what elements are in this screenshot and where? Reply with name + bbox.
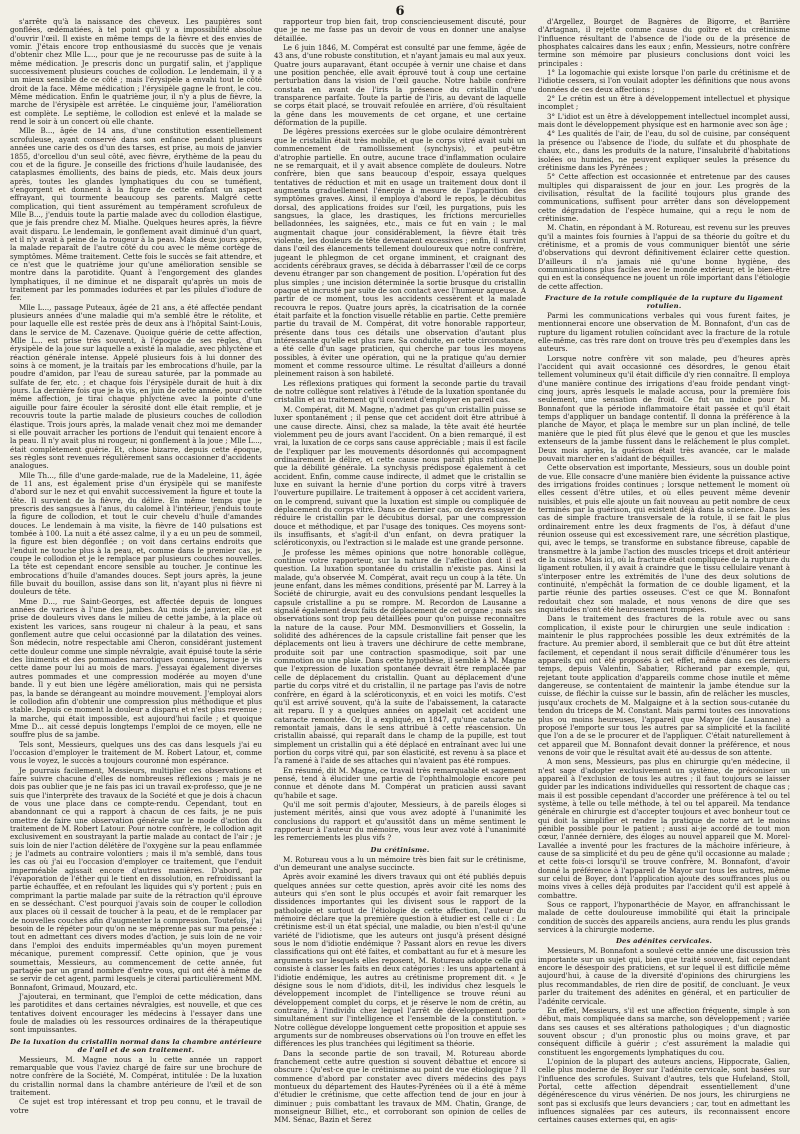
text-columns <box>10 18 790 1126</box>
paragraph: Je professe les mêmes opinions que notre honorable collègue, continue votre rapporteur, sur la nature de l'affection dont il est question. La luxation spontanée du cristallin n'existe pas. Ainsi la malade, qu'a observée M. Compérat, avait reçu un coup à la tête. Un jeune enfant, dans les mêmes conditions, présenté par M. Larrey à la Société de chirurgie, avait eu des convulsions pendant lesquelles la capsule cristalline a pu se rompre. M. Recordon de Lausanne a signalé également deux faits de déplacement de cet organe ; mais ses observations sont trop peu détaillées pour qu'on puisse reconnaître la nature de la cause. Pour MM. Desmonvilliers et Gosselin, la solidité des adhérences de la capsule cristalline fait penser que les déplacements ont lieu à travers une déchirure de cette membrane, produite soit par une contraction spasmodique, soit par une commotion ou une plaie. Dans cette hypothèse, il semble à M. Magne que l'expression de luxation spontanée devrait être remplacée par celle de déplacement du cristallin. Quant au déplacement d'une partie du corps vitré et du cristallin, il ne partage pas l'avis de notre confrère, en égard à la scléroticonyxis, et en voici les motifs. C'est qu'il est arrivé souvent, qu'à la suite de l'abaissement, la cataracte ait reparu. Il y a quelques années on appelait cet accident une cataracte remontée. Or, il a expliqué, en 1847, qu'une cataracte ne remontait jamais, dans le sens attribué à cette réascension. Un cristallin abaissé, qui reparaît dans le champ de la pupille, est tout simplement un cristallin qui a été déplacé en entraînant avec lui une portion du corps vitré qui, par son élasticité, est revenu à sa place et l'a ramené à l'aide de ses attaches qui n'avaient pas été rompues. <box>274 547 526 766</box>
paragraph: Mme D..., rue Saint-Georges, est affectée depuis de longues années de varices à l'une des jambes. Au mois de janvier, elle est prise de douleurs vives dans le milieu de cette jambe, à la place où existent les varices, sans rougeur ni chaleur à la peau, et sans gonflement autre que celui occasionné par la dilatation des veines. Son médecin, notre respectable ami Cheron, considérant justement cette douleur comme une simple névralgie, avait épuisé toute la série des liniments et des pommades narcotiques connues, lorsque je vis cette dame pour lui au mois de mars. J'essayai également diverses autres pommades et une compression modérée au moyen d'une bande. Il y eut bien une légère amélioration, mais qui ne persista pas, la bande se dérangeant au moindre mouvement. J'employai alors le collodion afin d'obtenir une compression plus méthodique et plus stable. Depuis ce moment la douleur a disparu et n'est plus revenue ; la marche, qui était impossible, est aujourd'hui facile ; et quoique Mme D... ait cessé depuis longtemps l'emploi de ce moyen, elle ne souffre plus de sa jambe. <box>10 596 262 740</box>
section-heading: Fracture de la rotule compliquée de la rupture du ligament rotulien. <box>545 294 783 310</box>
paragraph: Les réflexions pratiques qui forment la seconde partie du travail de notre collègue sont relatives à l'étude de la luxation spontanée du cristallin et au traitement qu'il convient d'employer en pareil cas. <box>274 378 526 405</box>
paragraph: 3° L'idiot est un être à développement intellectuel incomplet aussi, mais dont le développement physique est en harmonie avec son âge ; <box>538 111 790 130</box>
paragraph: J'ajouterai, en terminant, que l'emploi de cette médication, dans les parotidites et dans certaines névralgies, est nouvelle, et que ces tentatives doivent encourager les médecins à l'essayer dans une foule de maladies où les ressources ordinaires de la thérapeutique sont impuissantes. <box>10 991 262 1035</box>
column-left <box>10 18 262 1126</box>
paragraph: Mlle B..., âgée de 14 ans, d'une constitution essentiellement scrofuleuse, ayant conservé dans son enfance pendant plusieurs années une carie des os d'un des tarses, est prise, au mois de janvier 1855, d'orcellou d'un seul côté, avec fièvre, érythème de la peau du cou et de la figure. Je conseille des frictions d'huile laudanisée, des cataplasmes émollients, des bains de pieds, etc. Mais deux jours après, toutes les glandes lymphatiques du cou se tuméfient, s'engorgent et donnent à la figure de cette enfant un aspect effrayant, qui tourmente beaucoup ses parents. Malgré cette complication, qui tient assurément au tempérament scrofuleux de Mlle B..., j'enduis toute la partie malade avec du collodion élastique, que je fais prendre chez M. Mialhe. Quelques heures après, la fièvre avait disparu. Le lendemain, le gonflement avait diminué d'un quart, et il n'y avait à peine de la rougeur à la peau. Mais deux jours après, la malade reparaît de l'autre côté du cou avec le même cortège de symptômes. Même traitement. Cette fois le succès se fait attendre, et ce n'est que le quatrième jour qu'une amélioration sensible se montre dans la parotidite. Quant à l'engorgement des glandes lymphatiques, il ne diminue et ne disparaît qu'après un mois de traitement par les pommades iodurées et par les pilules d'iodure de fer. <box>10 126 262 303</box>
paragraph: d'Argellez, Bourget de Bagnères de Bigorre, et Barrière d'Artagnan, il rejette comme cause du goître et du crétinisme l'influence résultant de l'absence de l'iode ou de la présence de phosphates calcaires dans les eaux ; enfin, Messieurs, notre confrère termine son mémoire par plusieurs conclusions dont voici les principales : <box>538 18 790 68</box>
paragraph: Dans la seconde partie de son travail, M. Rotureau aborde franchement cette autre question si souvent débattue et encore si obscure : Qu'est-ce que le crétinisme au point de vue étiologique ? Il commence d'abord par constater avec divers médecins des pays montueux du département des Hautes-Pyrénées où il a été à même d'étudier le crétinisme, que cette affection tend de jour en jour à diminuer ; puis combattant les travaux de MM. Chatin, Grange, de monseigneur Billiet, etc., et corroborant son opinion de celles de MM. Sénac, Bazin et Serez <box>274 1048 526 1125</box>
paragraph: Mlle Th..., fille d'une garde-malade, rue de la Madeleine, 11, âgée de 11 ans, est également prise d'un érysipèle qui se manifeste d'abord sur le nez et qui envahit successivement la figure et toute la tête. Il survient de la fièvre, du délire. En même temps que je prescris des sangsues à l'anus, du calomel à l'intérieur, j'enduis toute la figure de collodion, et tout le cuir chevelu d'huile d'amandes douces. Le lendemain à ma visite, la fièvre de 140 pulsations est tombée à 100. La nuit a été assez calme, il y a eu un peu de sommeil, la figure est bien dégonflée ; on voit dans certains endroits que l'enduit ne touche plus à la peau, et, comme dans le premier cas, je coupe le collodion et je le remplace par plusieurs couches nouvelles. La tête est cependant encore sensible au toucher. Je continue les embrocations d'huile d'amandes douces. Sept jours après, la jeune fille buvait du bouillon, assise dans son lit, n'ayant plus ni fièvre ni douleurs de tête. <box>10 470 262 597</box>
paragraph: Tels sont, Messieurs, quelques uns des cas dans lesquels j'ai eu l'occasion d'employer le traitement de M. Robert Latour, et, comme vous le voyez, le succès a toujours couronné mon espérance. <box>10 739 262 766</box>
paragraph: De légères pressions exercées sur le globe oculaire démontrèrent que le cristallin était très mobile, et que le corps vitré avait subi un commencement de ramollissement (synchysis), et peut-être d'atrophie partielle. En outre, aucune trace d'inflammation oculaire ne se remarquait, et il y avait absence complète de douleurs. Notre confrère, bien que sans beaucoup d'espoir, essaya quelques tentatives de réduction et mit en usage un traitement doux dont il augmenta graduellement l'énergie à mesure de l'apparition des symptômes graves. Ainsi, il employa d'abord le repos, le décubitus dorsal, des applications froides sur l'œil, les purgations, puis les sangsues, la glace, les drastiques, les frictions mercurielles belladonnées, les saignées, etc., mais ce fut en vain ; le mal augmentait chaque jour considérablement, la fièvre était très violente, les douleurs de tête devenaient excessives ; enfin, il survint dans l'œil des élancements tellement douloureux que notre confrère, jugeant le phlegmon de cet organe imminent, et craignant des accidents cérébraux graves, se décida à débarrasser l'œil de ce corps devenu étranger par son changement de position. L'opération fut des plus simples ; une incision déterminée la sortie brusque du cristallin opaque et incrusté par suite de son contact avec l'humeur aqueuse. A partir de ce moment, tous les accidents cessèrent et la malade recouvra le repos. Quatre jours après, la cicatrisation de la cornée était parfaite et la fonction visuelle rétablie en partie. Cette première partie du travail de M. Compérat, dit votre honorable rapporteur, présente dans tous ces détails une observation d'autant plus intéressante qu'elle est plus rare. Sa conduite, en cette circonstance, a été celle d'un sage praticien, qui cherche par tous les moyens possibles, à éviter une opération, qui ne la pratique qu'au dernier moment et comme ressource ultime. Le résultat d'ailleurs a donné pleinement raison à son habileté. <box>274 127 526 379</box>
paragraph: 1° La logomachie qui existe lorsque l'on parle du crétinisme et de l'idiotie cessera, si l'on voulait adopter les définitions que nous avons données de ces deux affections ; <box>538 68 790 94</box>
paragraph: En résumé, dit M. Magne, ce travail très remarquable et sagement pensé, tend à élucider une partie de l'ophthalmologie encore peu connue et dénote dans M. Compérat un praticien aussi savant qu'habile et sage. <box>274 765 526 800</box>
paragraph: Ce sujet est trop intéressant et trop peu connu, et le travail de votre <box>10 1097 262 1115</box>
paragraph: Messieurs, M. Bonnafont a soulevé cette année une discussion très importante sur un sujet qui, bien que traité souvent, fait cependant encore le désespoir des praticiens, et sur lequel il est difficile même aujourd'hui, à cause de la diversité d'opinions des chirurgiens les plus recommandables, de rien dire de positif, de concluant. Je veux parler du traitement des adénites en général, et en particulier de l'adénite cervicale. <box>538 946 790 1006</box>
paragraph: Je pourrais facilement, Messieurs, multiplier ces observations et faire suivre chacune d'elles de nombreuses réflexions ; mais je ne dois pas oublier que je ne fais pas ici un travail ex-professo, que je ne suis que l'interprète des travaux de la Société et que je dois à chacun de vous une place dans ce compte-rendu. Cependant, tout en abandonnant ce qui a rapport à chacun de ces faits, je ne puis omettre de faire une observation générale sur le mode d'action du traitement de M. Robert Latour. Pour notre confrère, le collodion agit exclusivement en soustrayant la partie malade au contact de l'air ; je suis loin de nier l'action délétère de l'oxygène sur la peau enflammée ; je l'admets au contraire volontiers ; mais il m'a semblé, dans tous les cas où j'ai eu l'occasion d'employer ce traitement, que l'enduit imperméable agissait encore d'autres manières. D'abord, par l'évaporation de l'éther qui le tient en dissolution, en refroidissant la partie échauffée, et en refoulant les liquides qui s'y portent ; puis en comprimant la partie malade par suite de la rétraction qu'il éprouve en se desséchant. C'est pourquoi j'avais soin de couper le collodion aux places où il cessait de toucher à la peau, et de le remplacer par de nouvelles couches afin d'augmenter la compression. Toutefois, j'ai besoin de le répéter pour qu'on ne se méprenne pas sur ma pensée : tout en admettant ces divers modes d'action, je suis loin de ne voir dans l'emploi des enduits imperméables qu'un moyen purement mécanique, purement compressif. Cette opinion, que je vous soumettais, Messieurs, au commencement de cette année, fut partagée par un grand nombre d'entre vous, qui ont été à même de se servir de cet agent, parmi lesquels je citerai particulièrement MM. Bonnafont, Grimaud, Mouzard, etc. <box>10 765 262 992</box>
paragraph: Parmi les communications verbales qui vous furent faites, je mentionnerai encore une observation de M. Bonnafont, d'un cas de rupture du ligament rotulien coïncidant avec la fracture de la rotule elle-même, cas très rare dont on trouve très peu d'exemples dans les auteurs. <box>538 311 790 354</box>
paragraph: M. Rotureau vous a lu un mémoire très bien fait sur le crétinisme, d'un demeurant une analyse succincte. <box>274 854 526 873</box>
paragraph: M. Chatin, en répondant à M. Rotureau, est revenu sur les preuves qu'il a maintes fois fournies à l'appui de sa théorie du goître et du crétinisme, et a promis de vous communiquer bientôt une série d'observations qui devront définitivement éclairer cette question. D'ailleurs il n'a jamais nié qu'une bonne hygiène, des communications plus faciles avec le monde extérieur, et le bien-être qui en est la conséquence ne jouent un rôle important dans l'étiologie de cette affection. <box>538 223 790 291</box>
paragraph: A mon sens, Messieurs, pas plus en chirurgie qu'en médecine, il n'est sage d'adopter exclusivement un système, de préconiser un appareil à l'exclusion de tous les autres ; il faut toujours se laisser guider par les indications individuelles qui ressortent de chaque cas ; mais il est possible cependant d'accorder une préférence à tel ou tel système, à telle ou telle méthode, à tel ou tel appareil. Ma tendance générale en chirurgie est d'accepter toujours et avec bonheur tout ce qui doit la simplifier et rendre la pratique de notre art le moins pénible possible pour le patient ; aussi ai-je accordé de tout mon cœur, l'année dernière, des éloges au nouvel appareil que M. Morel-Lavallée a inventé pour les fractures de la mâchoire inférieure, à cause de sa simplicité et du peu de gêne qu'il occasionne au malade ; et cette fois-ci lorsqu'il se trouve confrère, M. Bonnafont, d'avoir donné la préférence à l'appareil de Mayor sur tous les autres, même sur celui de Boyer, dont l'application ajoute des souffrances plus ou moins vives à celles déjà produites par l'accident qu'il est appelé à combattre. <box>538 757 790 900</box>
paragraph: rapporteur trop bien fait, trop consciencieusement discuté, pour que je ne me fasse pas un devoir de vous en donner une analyse détaillée. <box>274 18 526 43</box>
paragraph: Dans le traitement des fractures de la rotule avec ou sans complication, il existe pour le chirurgien une seule indication : maintenir le plus rapprochées possible les deux extrémités de la fracture. Au premier abord, il semblerait que ce but dût être atteint facilement, et cependant il nous serait difficile d'énumérer tous les appareils qui ont été proposés à cet effet, même dans ces derniers temps, depuis Valentin, Sabatier, Richerand par exemple, qui, rejetant toute application d'appareils comme chose inutile et même dangereuse, se contentaient de maintenir la jambe étendue sur la cuisse, de fléchir la cuisse sur le bassin, afin de relâcher les muscles, jusqu'aux crochets de M. Malgaigne et à la section sous-cutanée du tendon du triceps de M. Constant. Mais parmi toutes ces innovations plus ou moins heureuses, l'appareil que Mayor (de Lausanne) a proposé l'emporte sur tous les autres par sa simplicité et la facilité que l'on a de se le procurer et de l'appliquer. C'était naturellement à cet appareil que M. Bonnafont devait donner la préférence, et nous venons de voir que le résultat avait été au-dessus de son attente. <box>538 614 790 757</box>
section-heading: Du crétinisme. <box>370 845 430 854</box>
paragraph: Mlle L..., passage Puteaux, âgée de 21 ans, a été affectée pendant plusieurs années d'une maladie qui m'a semblé être le rétolite, et pour laquelle elle est restée près de deux ans à l'hôpital Saint-Louis, dans le service de M. Cazenave. Quoique guérie de cette affection, Mlle L... est prise très souvent, à l'époque de ses règles, d'un érysipèle de la joue sur laquelle a existé la maladie, avec phlyctène et réaction générale intense. Appelé plusieurs fois à lui donner des soins à ce moment, je la traitais par les embrocations d'huile, par la poudre d'amidon, par l'eau de sureau saturée, par la pommade au sulfate de fer, etc. ; et chaque fois l'érysipèle durait de huit à dix jours. La dernière fois que je la vis, en juin de cette année, pour cette même affection, je tirai chaque phlyctène avec la pointe d'une aiguille pour faire écouler la sérosité dont elle était remplie, et je recouvris toute la partie malade de plusieurs couches de collodion élastique. Trois jours après, la malade venait chez moi me demander si elle pouvait arracher les portions de l'enduit qui tenaient encore à la peau. Il n'y avait plus ni rougeur, ni gonflement à la joue ; Mlle L..., était complètement guérie. Et, chose bizarre, depuis cette époque, ses règles sont revenues régulièrement sans occasionner d'accidents analogues. <box>10 302 262 471</box>
paragraph: 4° Les qualités de l'air, de l'eau, du sol de cuisine, par conséquent la présence ou l'absence de l'iode, du sulfate et du phosphate de chaux, etc., dans les produits de la nature, l'insalubrité d'habitations isolées ou humides, ne peuvent expliquer seules la présence du crétinisme dans les Pyrénées ; <box>538 129 790 172</box>
paragraph: Lorsque notre confrère vit son malade, peu d'heures après l'accident qui avait occasionné ces désordres, le genou était tellement volumineux qu'il était difficile d'y rien connaître. Il employa d'une manière continue des irrigations d'eau froide pendant vingt-cinq jours, après lesquels le malade accusa, pour la première fois seulement, une sensation de froid. Ce fut un indice pour M. Bonnafont que la période inflammatoire était passée et qu'il était temps d'appliquer un bandage contentif. Il donna la préférence à la planche de Mayor, et plaça le membre sur un plan incliné, de telle manière que le pied fût plus élevé que le genou et que les muscles extenseurs de la jambe fussent dans le relâchement le plus complet. Deux mois après, la guérison était très avancée, car le malade pouvait marcher en s'aidant de béquilles. <box>538 353 790 463</box>
paragraph: M. Compérat, dit M. Magne, n'admet pas qu'un cristallin puisse se luxer spontanément ; il pense que cet accident doit être attribué à une cause directe. Ainsi, chez sa malade, la tête avait été heurtée violemment peu de jours avant l'accident. On a bien remarqué, il est vrai, la luxation de ce corps sans cause appréciable ; mais il est facile de l'expliquer par les mouvements désordonnés qui accompagnent ordinairement le délire, et cette cause nous paraît plus rationnelle que la débilité générale. La synchysis prédispose également à cet accident. Enfin, comme cause indirecte, il admet que le cristallin se luxe en suivant la hernie d'une portion du corps vitré à travers l'ouverture pupillaire. Le traitement à opposer à cet accident variera, on le comprend, suivant que la luxation est simple ou compliquée de déplacement du corps vitré. Dans ce dernier cas, on devra essayer de réduire le cristallin par le décubitus dorsal, par une compression douce et méthodique, et par l'usage des toniques. Ces moyens sont-ils insuffisants, et s'agit-il d'un enfant, on devra pratiquer la scléroticonyxis, ou l'extraction si le malade est une grande personne. <box>274 404 526 548</box>
paragraph: En effet, Messieurs, s'il est une affection fréquente, simple à son début, mais compliquée dans sa marche, son développement ; variée dans ses causes et ses altérations pathologiques ; d'un diagnostic souvent obscur ; d'un pronostic plus ou moins grave, et par conséquent difficile à guérir ; c'est assurément la maladie qui constituent les engorgements lymphatiques du cou. <box>538 1005 790 1057</box>
page-number: 6 <box>395 4 405 19</box>
paragraph: Sous ce rapport, l'hyponarthécie de Mayor, en affranchissant le malade de cette douloureuse immobilité qui était la principale condition de succès des appareils anciens, aura rendu les plus grands services à la chirurgie moderne. <box>538 900 790 935</box>
section-heading: Des adénites cervicales. <box>615 937 713 946</box>
paragraph: Messieurs, M. Magne nous a lu cette année un rapport remarquable que vous l'aviez chargé de faire sur une brochure de notre confrère de la Société, M. Compérat, intitulée : De la luxation du cristallin normal dans la chambre antérieure de l'œil et de son traitement. <box>10 1054 262 1097</box>
paragraph: Le 6 juin 1846, M. Compérat est consulté par une femme, âgée de 43 ans, d'une robuste constitution, et n'ayant jamais eu mal aux yeux. Quatre jours auparavant, étant occupée à vernir une chaise et dans une position penchée, elle avait éprouvé tout à coup une certaine perturbation dans la vision de l'œil gauche. Notre habile confrère constata en avant de l'iris la présence du cristallin d'une transparence parfaite. Toute la partie de l'iris, au devant de laquelle se corps était placé, se trouvait refoulée en arrière, d'où résultaient la gêne dans les mouvements de cet organe, et une certaine déformation de la pupille. <box>274 43 526 128</box>
column-right <box>538 18 790 1126</box>
paragraph: 5° Cette affection est occasionnée et entretenue par des causes multiples qui disparaissent de jour en jour. Les progrès de la civilisation, résultat de la facilité toujours plus grande des communications, suffisent pour arrêter dans son développement cette dégradation de l'espèce humaine, qui a reçu le nom de crétinisme. <box>538 172 790 223</box>
column-middle <box>274 18 526 1126</box>
paragraph: Cette observation est importante, Messieurs, sous un double point de vue. Elle consacre d'une manière bien évidente la puissance active des irrigations froides continues ; lorsque nettement le moment où elles cessent d'être utiles, et où elles peuvent même devenir nuisibles, et puis elle ajoute un fait nouveau au petit nombre de ceux terminés par la guérison, qui existent déjà dans la science. Dans les cas de simple fracture transversale de la rotule, il se fait le plus ordinairement entre les deux fragments de l'os, à défaut d'une réunion osseuse qui est excessivement rare, une sécrétion plastique, qui, avec le temps, se transforme en substance fibreuse, capable de transmettre à la jambe l'action des muscles triceps et droit antérieur de la cuisse. Mais ici, où la fracture était compliquée de la rupture du ligament rotulien, il y avait à craindre que le tissu cellulaire venant à s'interposer entre les extrémités de l'une des deux solutions de continuité, n'empêchât la formation de ce double ligament, et la partie réunie des parties osseuses. C'est ce que M. Bonnafont redoutait chez son malade, et nous venons de dire que ses inquiétudes n'ont été heureusement trompées. <box>538 463 790 615</box>
paragraph: L'opinion de la plupart des auteurs anciens, Hippocrate, Galien, celle plus moderne de Boyer sur l'adénite cervicale, sont basées sur l'influence des scrofules. Suivant d'autres, tels que Hufeland, Stoll, Portal, cette affection dépendrait essentiellement d'une dégénérescence du virus vénérien. De nos jours, les chirurgiens ne sont pas si exclusifs que leurs devanciers ; car, tout en admettant les influences signalées par ces auteurs, ils reconnaissent encore certaines causes externes qui, en agis- <box>538 1056 790 1125</box>
section-heading: De la luxation du cristallin normal dans la chambre antérieure de l'œil et de son traitement. <box>10 1037 262 1054</box>
paragraph: Après avoir examiné les divers travaux qui ont été publiés depuis quelques années sur cette question, après avoir cité les noms des auteurs qui s'en sont le plus occupés et avoir fait remarquer les dissidences importantes qui les divisent sous le rapport de la pathologie et surtout de l'étiologie de cette affection, l'auteur du mémoire déclare que la première question à étudier est celle ci : Le crétinisme est-il un état spécial, une maladie, ou bien n'est-il qu'une variété de l'idiotisme, que les auteurs ont jusqu'à présent désigné sous le nom d'idiotie endémique ? Passant alors en revue les divers classifications qui ont été faites, et combattant au fur et à mesure les arguments sur lesquels elles reposent, M. Rotureau adopte celle qui consiste à classer les faits en deux catégories : les uns appartenant à l'idiotie endémique, les autres au crétinisme proprement dit. « Je désigne sous le nom d'idiots, dit-il, les individus chez lesquels le développement incomplet de l'intelligence se trouve réuni au développement complet du corps, et je réserve le nom de crétin, au contraire, à l'individu chez lequel l'arrêt de développement porte simultanément sur l'intelligence et l'ensemble de la constitution. » Notre collègue développe longuement cette proposition et appuie ses arguments sur de nombreuses observations où l'on trouve en effet les différences les plus tranchées qui légitiment sa théorie. <box>274 872 526 1049</box>
paragraph: s'arrête qu'à la naissance des cheveux. Les paupières sont gonflées, œdématiées, à tel point qu'il y a impossibilité absolue d'ouvrir l'œil. Il existe en même temps de la fièvre et des envies de vomir. J'étais encore trop enthousiasmé du succès que je venais d'obtenir chez Mlle L..., pour que je ne recourusse pas de suite à la même médication. Je prescris donc un purgatif salin, et j'applique successivement plusieurs couches de collodion. Le lendemain, il y a un mieux sensible de ce côté ; mais l'érysipèle a envahi tout le côté droit de la face. Même médication ; l'érysipèle gagne le front, le cou. Même médication. Enfin le quatrième jour, il n'y a plus de fièvre, la marche de l'érysipèle est arrêtée. Le cinquième jour, l'amélioration est complète. Le septième, le collodion est enlevé et la malade se rend le soir à un concert où elle chante. <box>10 18 262 127</box>
paragraph: 2° Le crétin est un être à développement intellectuel et physique incomplet ; <box>538 94 790 112</box>
paragraph: Qu'il me soit permis d'ajouter, Messieurs, à de pareils éloges si justement mérités, ainsi que vous avez adopté à l'unanimité les conclusions du rapport et qu'aussitôt dans un même sentiment le rapporteur à l'auteur du mémoire, vous leur avez voté à l'unanimité les remerciements les plus vifs ? <box>274 799 526 843</box>
